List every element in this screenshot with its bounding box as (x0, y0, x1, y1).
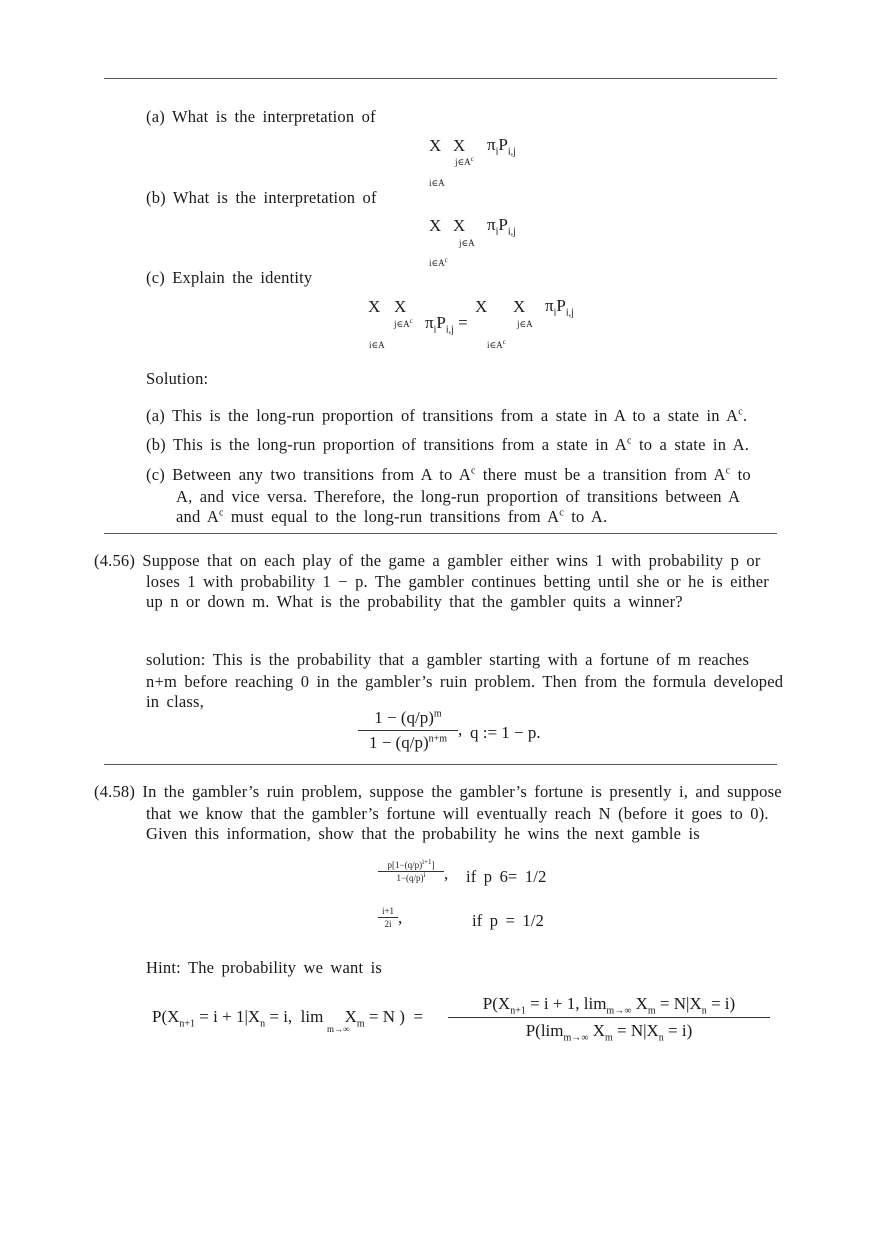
solution-b: (b) This is the long-run proportion of transitions from a state in $A^c$ to a state in A. (146, 435, 750, 454)
index-i-in-Ac: $i\in A^c$ (429, 256, 448, 268)
sum-sign-label: X (453, 216, 466, 235)
sum-sign-inner (394, 297, 406, 317)
fraction-comma: , (458, 720, 463, 739)
fraction-denominator: $1 - (q/p)^{n+m}$ (368, 733, 448, 752)
index-j-in-Ac: $j\in A^c$ (394, 317, 413, 329)
problem-458-line3: Given this information, show that the probability he wins the next gamble is (146, 824, 700, 843)
part-b-question: (b) What is the interpretation of (146, 188, 377, 207)
case2-condition: if p = 1/2 (472, 911, 545, 930)
case1-condition: if p 6= 1/2 (466, 867, 547, 886)
problem-456-line1: (4.56) Suppose that on each play of the game a gambler either wins 1 with probability p or (94, 551, 761, 570)
case2-fraction (378, 906, 398, 929)
problem-456-solution-line1: solution: This is the probability that a gambler starting with a fortune of m reaches (146, 650, 750, 669)
solution-c-line2: A, and vice versa. Therefore, the long-run proportion of transitions between A (176, 487, 741, 506)
section-divider (104, 533, 777, 534)
sum-sign-label: X (513, 297, 526, 316)
problem-456-line2: loses 1 with probability 1 − p. The gambler continues betting until she or he is either (146, 572, 769, 591)
pi-p-term: $\pi_iP_{i,j}$ (487, 215, 516, 238)
sum-sign-outer (368, 297, 380, 317)
sum-sign-inner (453, 216, 465, 236)
problem-456-solution-line2: n+m before reaching 0 in the gambler’s ruin problem. Then from the formula developed (146, 672, 784, 691)
pi-p-term: $\pi_iP_{i,j}$ (487, 135, 516, 158)
part-a-question: (a) What is the interpretation of (146, 107, 376, 126)
case1-fraction (378, 860, 444, 883)
sum-sign-label: X (368, 297, 381, 316)
fraction-numerator: $1 - (q/p)^m$ (374, 708, 442, 727)
solution-c-line3: and $A^c$ must equal to the long-run transitions from $A^c$ to A. (176, 507, 608, 526)
case2-denominator: 2i (384, 919, 392, 929)
section-divider (104, 764, 777, 765)
problem-458-line2: that we know that the gambler’s fortune will eventually reach N (before it goes to 0). (146, 804, 769, 823)
sum-sign-outer (475, 297, 487, 317)
hint-fraction (448, 994, 770, 1044)
ruin-probability-fraction (358, 708, 458, 753)
pi-p-term: $\pi_iP_{i,j}$ = (425, 313, 468, 336)
equals-sign: = (458, 313, 468, 332)
sum-sign-label: X (429, 136, 442, 155)
case1-numerator: $p[1-(q/p)^{i+1}]$ (387, 858, 435, 870)
fraction-bar (378, 871, 444, 872)
hint-text: Hint: The probability we want is (146, 958, 383, 977)
page-header-rule (104, 78, 777, 79)
pi-p-term: $\pi_iP_{i,j}$ (545, 296, 574, 319)
part-c-question: (c) Explain the identity (146, 268, 313, 287)
index-i-in-Ac: $i\in A^c$ (487, 338, 506, 350)
solution-c-line1: (c) Between any two transitions from A to $A^c$ there must be a transition from $A^c$ to (146, 465, 751, 484)
hint-lhs: $P(X_{n+1} = i + 1|X_n = i$, lim $X_m = N$ ) = (152, 1007, 424, 1030)
fraction-bar (448, 1017, 770, 1018)
hint-numerator: $P(X_{n+1} = i + 1$, $\lim_{m\to\infty} X_m = N|X_n = i$) (482, 994, 736, 1017)
q-definition: q := 1 − p. (470, 723, 541, 742)
case1-comma: , (444, 864, 449, 883)
fraction-bar (358, 730, 458, 731)
sum-sign-inner (513, 297, 525, 317)
solution-a: (a) This is the long-run proportion of transitions from a state in A to a state in $A^c$. (146, 406, 748, 425)
solution-label: Solution: (146, 369, 209, 388)
sum-sign-label: X (475, 297, 488, 316)
sum-sign-inner (453, 136, 465, 156)
sum-sign-outer (429, 136, 441, 156)
index-i-in-A: i∈A (369, 340, 385, 350)
problem-456-line3: up n or down m. What is the probability that the gambler quits a winner? (146, 592, 683, 611)
hint-lim-subscript: m→∞ (327, 1024, 350, 1034)
problem-456-solution-line3: in class, (146, 692, 204, 711)
problem-458-line1: (4.58) In the gambler’s ruin problem, suppose the gambler’s fortune is presently i, and suppose (94, 782, 782, 801)
case2-numerator: i+1 (381, 906, 395, 916)
index-i-in-A: i∈A (429, 178, 445, 188)
index-j-in-A: j∈A (459, 238, 475, 248)
sum-sign-label: X (429, 216, 442, 235)
case1-denominator: $1-(q/p)^i$ (396, 871, 426, 883)
index-j-in-A: j∈A (517, 319, 533, 329)
hint-denominator: $P(\lim_{m\to\infty}$ $X_m = N|X_n = i$) (525, 1021, 693, 1044)
case2-comma: , (398, 908, 403, 927)
sum-sign-outer (429, 216, 441, 236)
index-j-in-Ac: $j\in A^c$ (455, 155, 474, 167)
fraction-bar (378, 917, 398, 918)
sum-sign-label: X (394, 297, 407, 316)
sum-sign-label: X (453, 136, 466, 155)
